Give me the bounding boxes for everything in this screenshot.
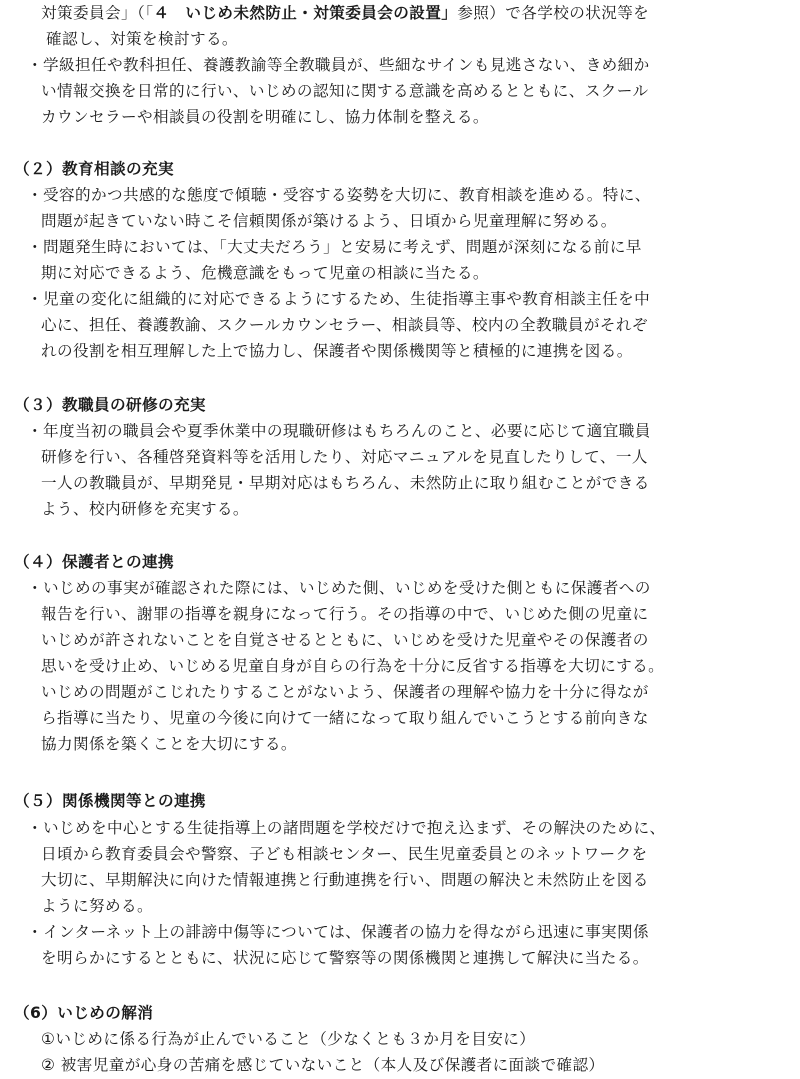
section-heading-2: （２）教育相談の充実 bbox=[14, 160, 174, 178]
section-heading-6: （6）いじめの解消 bbox=[14, 1004, 154, 1022]
section-2-line: 問題が起きていない時こそ信頼関係が築けるよう、日頃から児童理解に努める。 bbox=[41, 212, 617, 230]
intro-line-1-post: 参照）で各学校の状況等を bbox=[457, 4, 650, 22]
intro-bullet-line: い情報交換を日常的に行い、いじめの認知に関する意識を高めるとともに、スクール bbox=[41, 82, 649, 100]
section-heading-3: （３）教職員の研修の充実 bbox=[14, 396, 206, 414]
section-4-line: 報告を行い、謝罪の指導を親身になって行う。その指導の中で、いじめた側の児童に bbox=[41, 605, 649, 623]
section-5-line: ・いじめを中心とする生徒指導上の諸問題を学校だけで抱え込まず、その解決のために、 bbox=[27, 819, 666, 837]
intro-line-2: 確認し、対策を検討する。 bbox=[46, 30, 238, 48]
section-2-line: れの役割を相互理解した上で協力し、保護者や関係機関等と積極的に連携を図る。 bbox=[41, 342, 633, 360]
section-5-line: ・インターネット上の誹謗中傷等については、保護者の協力を得ながら迅速に事実関係 bbox=[27, 923, 650, 941]
section-6-item: ② 被害児童が心身の苦痛を感じていないこと（本人及び保護者に面談で確認） bbox=[41, 1056, 605, 1074]
section-4-line: 思いを受け止め、いじめる児童自身が自らの行為を十分に反省する指導を大切にする。 bbox=[41, 657, 665, 675]
intro-bullet-line: カウンセラーや相談員の役割を明確にし、協力体制を整える。 bbox=[41, 108, 489, 126]
section-3-line: よう、校内研修を充実する。 bbox=[41, 500, 249, 518]
section-heading-4: （４）保護者との連携 bbox=[14, 553, 174, 571]
section-2-line: ・児童の変化に組織的に対応できるようにするため、生徒指導主事や教育相談主任を中 bbox=[27, 290, 651, 308]
section-5-line: 日頃から教育委員会や警察、子ども相談センター、民生児童委員とのネットワークを bbox=[41, 845, 648, 863]
section-2-line: 心に、担任、養護教諭、スクールカウンセラー、相談員等、校内の全教職員がそれぞ bbox=[41, 316, 648, 334]
intro-bullet-line: ・学級担任や教科担任、養護教諭等全教職員が、些細なサインも見逃さない、きめ細か bbox=[27, 56, 650, 74]
section-5-line: を明らかにするとともに、状況に応じて警察等の関係機関と連携して解決に当たる。 bbox=[41, 949, 649, 967]
section-heading-5: （５）関係機関等との連携 bbox=[14, 792, 206, 810]
section-2-line: 期に対応できるよう、危機意識をもって児童の相談に当たる。 bbox=[41, 264, 489, 282]
section-4-line: ら指導に当たり、児童の今後に向けて一緒になって取り組んでいこうとする前向きな bbox=[41, 709, 649, 727]
section-4-line: 協力関係を築くことを大切にする。 bbox=[41, 735, 297, 753]
section-3-line: 一人の教職員が、早期発見・早期対応はもちろん、未然防止に取り組むことができる bbox=[41, 474, 650, 492]
section-2-line: ・問題発生時においては、「大丈夫だろう」と安易に考えず、問題が深刻になる前に早 bbox=[27, 238, 642, 256]
section-3-line: 研修を行い、各種啓発資料等を活用したり、対応マニュアルを見直したりして、一人 bbox=[41, 448, 648, 466]
section-5-line: 大切に、早期解決に向けた情報連携と行動連携を行い、問題の解決と未然防止を図る bbox=[41, 871, 649, 889]
intro-line-1 bbox=[41, 0, 649, 26]
section-6-item: ①いじめに係る行為が止んでいること（少なくとも３か月を目安に） bbox=[41, 1030, 536, 1048]
section-2-line: ・受容的かつ共感的な態度で傾聴・受容する姿勢を大切に、教育相談を進める。特に、 bbox=[27, 186, 651, 204]
section-4-line: いじめが許されないことを自覚させるとともに、いじめを受けた児童やその保護者の bbox=[41, 631, 649, 649]
intro-line-1-pre: 対策委員会」（「 bbox=[41, 4, 154, 22]
section-3-line: ・年度当初の職員会や夏季休業中の現職研修はもちろんのこと、必要に応じて適宜職員 bbox=[27, 422, 651, 440]
intro-reference-bold: ４ いじめ未然防止・対策委員会の設置」 bbox=[153, 4, 458, 22]
section-4-line: ・いじめの事実が確認された際には、いじめた側、いじめを受けた側ともに保護者への bbox=[27, 579, 651, 597]
section-5-line: ように努める。 bbox=[41, 897, 153, 915]
section-4-line: いじめの問題がこじれたりすることがないよう、保護者の理解や協力を十分に得なが bbox=[41, 683, 649, 701]
